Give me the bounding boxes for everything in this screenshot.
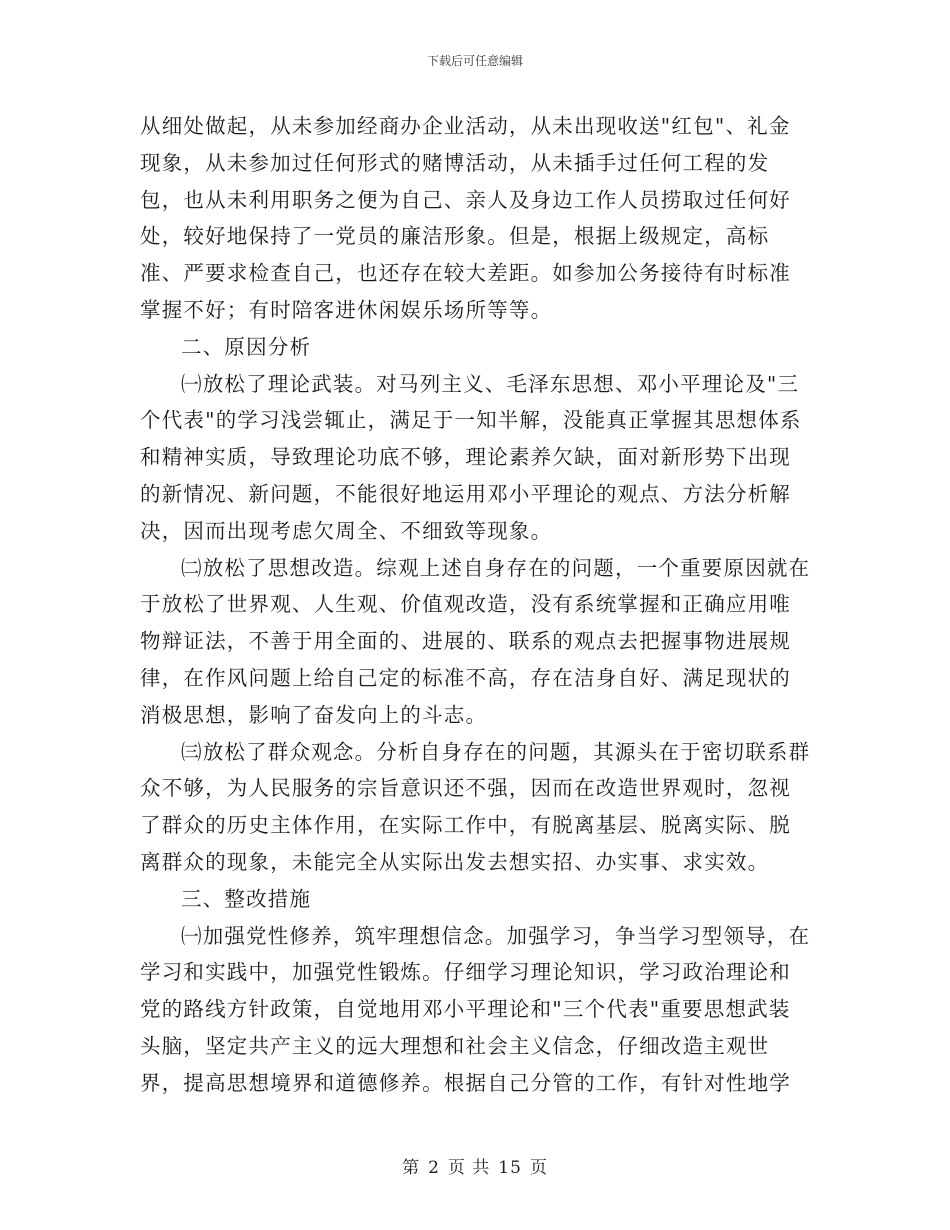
page-footer-middle: 页 共 xyxy=(447,1158,491,1178)
paragraph-cause-masses: ㈢放松了群众观念。分析自身存在的问题，其源头在于密切联系群众不够，为人民服务的宗旨意识还不强，因而在改造世界观时，忽视了群众的历史主体作用，在实际工作中，有脱离基层、脱离实际、脱离群众的现象，未能完全从实际出发去想实招、办实事、求实效。 xyxy=(140,739,811,874)
page-footer-suffix: 页 xyxy=(529,1158,548,1178)
paragraph-measure-party-spirit: ㈠加强党性修养，筑牢理想信念。加强学习，争当学习型领导，在学习和实践中，加强党性锻炼。仔细学习理论知识，学习政治理论和党的路线方针政策，自觉地用邓小平理论和"三个代表"重要思想武装头脑，坚定共产主义的远大理想和社会主义信念，仔细改造主观世界，提高思想境界和道德修养。根据自己分管的工作，有针对性地学 xyxy=(140,923,811,1095)
page-number: 2 xyxy=(428,1158,440,1178)
page-footer-prefix: 第 xyxy=(402,1158,421,1178)
page-header: 下载后可任意编辑 xyxy=(426,54,523,68)
paragraph-integrity: 从细处做起，从未参加经商办企业活动，从未出现收送"红包"、礼金现象，从未参加过任何形式的赌博活动，从未插手过任何工程的发包，也从未利用职务之便为自己、亲人及身边工作人员捞取过任何好处，较好地保持了一党员的廉洁形象。但是，根据上级规定，高标准、严要求检查自己，也还存在较大差距。如参加公务接待有时标准掌握不好；有时陪客进休闲娱乐场所等等。 xyxy=(140,114,791,322)
paragraph-cause-ideology: ㈡放松了思想改造。综观上述自身存在的问题，一个重要原因就在于放松了世界观、人生观、价值观改造，没有系统掌握和正确应用唯物辩证法，不善于用全面的、进展的、联系的观点去把握事物进展规律，在作风问题上给自己定的标准不高，存在洁身自好、满足现状的消极思想，影响了奋发向上的斗志。 xyxy=(140,555,811,727)
section-heading-measures: 三、整改措施 xyxy=(181,886,312,911)
document-body xyxy=(140,108,812,1102)
page-footer xyxy=(0,1153,950,1178)
page-total: 15 xyxy=(498,1158,522,1178)
section-heading-cause-analysis: 二、原因分析 xyxy=(181,334,312,359)
paragraph-cause-theory: ㈠放松了理论武装。对马列主义、毛泽东思想、邓小平理论及"三个代表"的学习浅尝辄止，满足于一知半解，没能真正掌握其思想体系和精神实质，导致理论功底不够，理论素养欠缺，面对新形势下出现的新情况、新问题，不能很好地运用邓小平理论的观点、方法分析解决，因而出现考虑欠周全、不细致等现象。 xyxy=(140,371,802,543)
